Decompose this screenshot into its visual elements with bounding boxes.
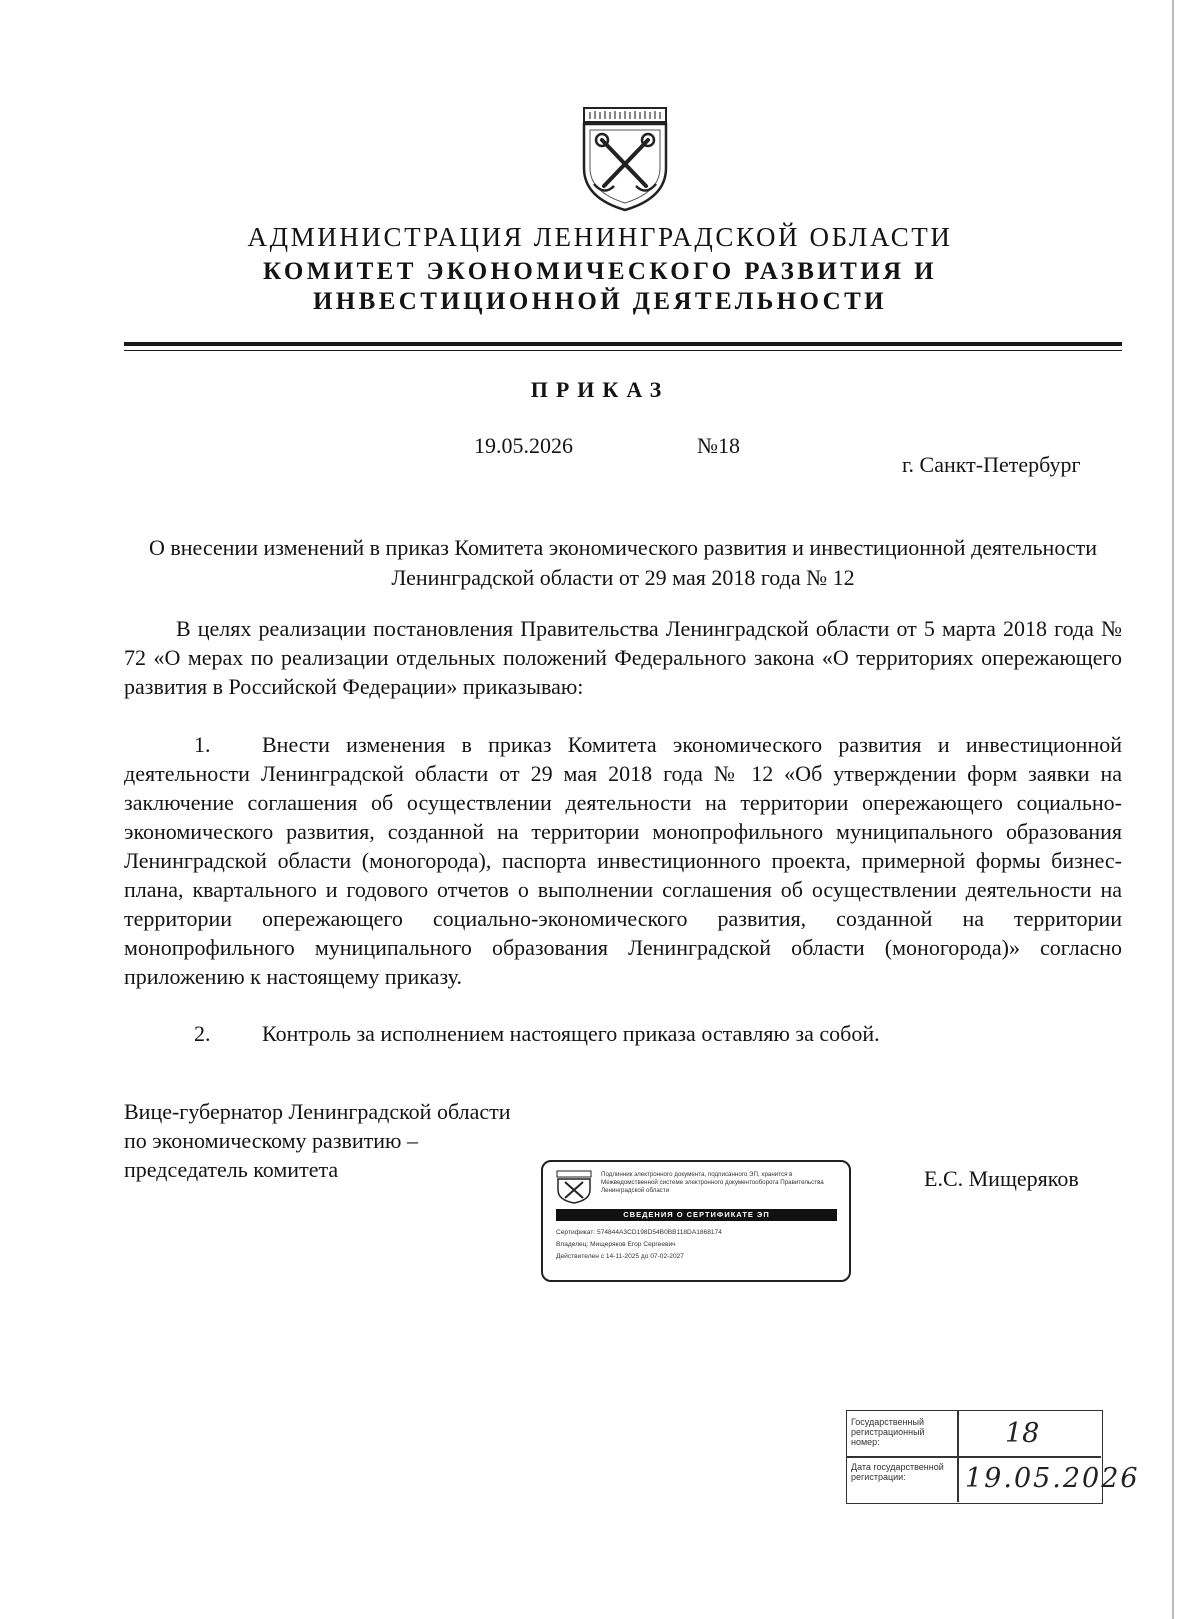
item-number: 1.	[194, 732, 211, 757]
list-item	[124, 1019, 1122, 1048]
signer-position-line2: по экономическому развитию –	[124, 1128, 418, 1153]
administration-title: АДМИНИСТРАЦИЯ ЛЕНИНГРАДСКОЙ ОБЛАСТИ	[247, 222, 953, 252]
intro-text: В целях реализации постановления Правительства Ленинградской области от 5 марта 2018 года № 72 «О мерах по реализации отдельных положений Федерального закона «О территориях опережающего развития в Российской Федерации» приказываю:	[124, 616, 1122, 699]
order-number: №18	[697, 433, 740, 458]
stamp-heading: СВЕДЕНИЯ О СЕРТИФИКАТЕ ЭП	[556, 1209, 837, 1221]
registration-divider-horizontal	[847, 1456, 1101, 1458]
order-city: г. Санкт-Петербург	[902, 452, 1081, 477]
stamp-note: Подлинник электронного документа, подписанного ЭП, хранится в Межведомственной системе электронного документооборота Правительства Ленинградской области	[601, 1171, 824, 1194]
order-subject: О внесении изменений в приказ Комитета экономического развития и инвестиционной деятельности Ленинградской области от 29 мая 2018 года № 12	[148, 535, 1098, 590]
registration-number-value: 18	[1005, 1418, 1040, 1449]
stamp-certificate: Сертификат: 574844A3CD198D54B0BB118DA1868174	[556, 1229, 722, 1236]
intro-paragraph	[124, 614, 1122, 701]
registration-box	[846, 1410, 1140, 1504]
registration-number-label: Государственный регистрационный номер:	[851, 1417, 925, 1447]
item-number: 2.	[194, 1021, 211, 1046]
signer-name: Е.С. Мищеряков	[924, 1166, 1079, 1191]
committee-title-line2: ИНВЕСТИЦИОННОЙ ДЕЯТЕЛЬНОСТИ	[312, 288, 888, 315]
list-item	[124, 730, 1122, 991]
coat-of-arms-emblem	[578, 106, 672, 212]
stamp-validity: Действителен с 14-11-2025 до 07-02-2027	[556, 1253, 684, 1260]
stamp-emblem-icon	[556, 1170, 592, 1204]
signer-position-line3: председатель комитета	[124, 1157, 339, 1182]
header-rule-thick	[124, 342, 1122, 346]
page-edge	[1172, 0, 1174, 1619]
header-rule-thin	[124, 350, 1122, 351]
committee-title-line1: КОМИТЕТ ЭКОНОМИЧЕСКОГО РАЗВИТИЯ И	[262, 258, 937, 285]
item-text: Внести изменения в приказ Комитета экономического развития и инвестиционной деятельности Ленинградской области от 29 мая 2018 года № 12 «Об утверждении форм заявки на заключение соглашения об осуществлении деятельности на территории опережающего социально-экономического развития, созданной на территории монопрофильного муниципального образования Ленинградской области (моногорода), паспорта инвестиционного проекта, примерной формы бизнес-плана, квартального и годового отчетов о выполнении соглашения об осуществлении деятельности на территории опережающего социально-экономического развития, созданной на территории монопрофильного муниципального образования Ленинградской области (моногорода)» согласно приложению к настоящему приказу.	[124, 732, 1122, 989]
item-text: Контроль за исполнением настоящего приказа оставляю за собой.	[262, 1021, 880, 1046]
signer-position-line1: Вице-губернатор Ленинградской области	[124, 1099, 511, 1124]
registration-date-value: 19.05.2026	[965, 1463, 1140, 1494]
registration-date-label: Дата государственной регистрации:	[851, 1462, 944, 1482]
order-title: ПРИКАЗ	[530, 377, 670, 402]
order-date: 19.05.2026	[474, 433, 573, 458]
e-signature-stamp	[541, 1160, 851, 1282]
stamp-owner: Владелец: Мищеряков Егор Сергеевич	[556, 1241, 676, 1248]
